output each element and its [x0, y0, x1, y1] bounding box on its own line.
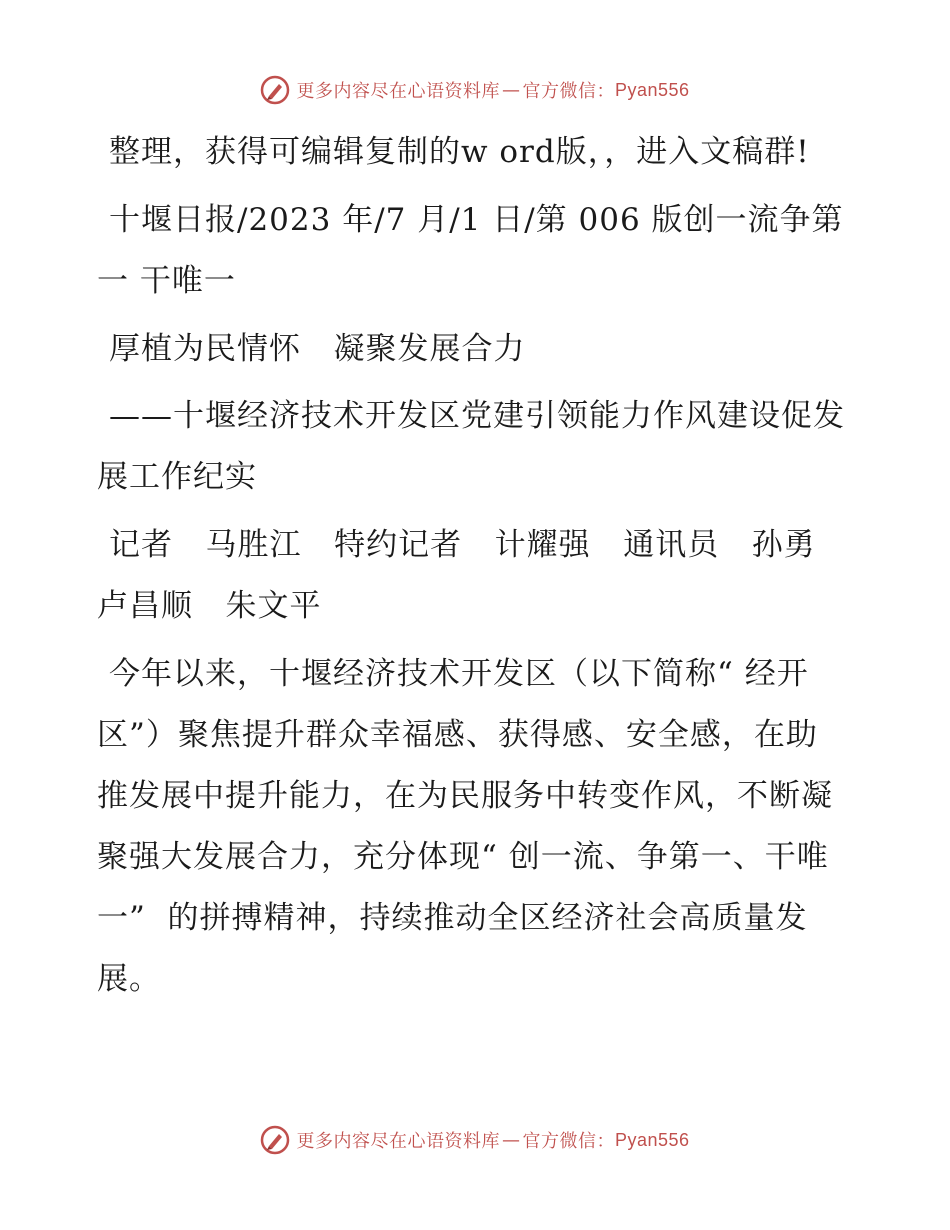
- banner-separator: —: [501, 1129, 521, 1151]
- body-paragraph: 今年以来，十堰经济技术开发区（以下简称“ 经开区”）聚焦提升群众幸福感、获得感、安全感，在助推发展中提升能力，在为民服务中转变作风，不断凝聚强大发展合力，充分体现“ 创一流、争第一、干唯一” 的拼搏精神，持续推动全区经济社会高质量发展。: [97, 656, 833, 997]
- banner-separator: —: [501, 79, 521, 101]
- footer-banner: [0, 1120, 950, 1160]
- banner-wechat-id: Pyan556: [614, 79, 690, 100]
- byline: 记者 马胜江 特约记者 计耀强 通讯员 孙勇 卢昌顺 朱文平: [97, 527, 849, 624]
- banner-wechat-label: 官方微信：: [522, 1131, 615, 1152]
- intro-paragraph: 整理，获得可编辑复制的w ord版，，进入文稿群!: [109, 134, 810, 170]
- article-title: 厚植为民情怀 凝聚发展合力: [109, 331, 526, 367]
- source-line: 十堰日报/2023 年/7 月/1 日/第 006 版创一流争第一 干唯一: [97, 202, 844, 299]
- document-body: [97, 122, 847, 1010]
- pen-logo-icon: [260, 1125, 290, 1155]
- header-banner: [0, 70, 950, 110]
- banner-wechat-label: 官方微信：: [522, 81, 615, 102]
- banner-text: 更多内容尽在心语资料库: [296, 81, 500, 102]
- article-subtitle: ——十堰经济技术开发区党建引领能力作风建设促发展工作纪实: [97, 398, 845, 495]
- banner-text: 更多内容尽在心语资料库: [296, 1131, 500, 1152]
- pen-logo-icon: [260, 75, 290, 105]
- banner-wechat-id: Pyan556: [614, 1129, 690, 1150]
